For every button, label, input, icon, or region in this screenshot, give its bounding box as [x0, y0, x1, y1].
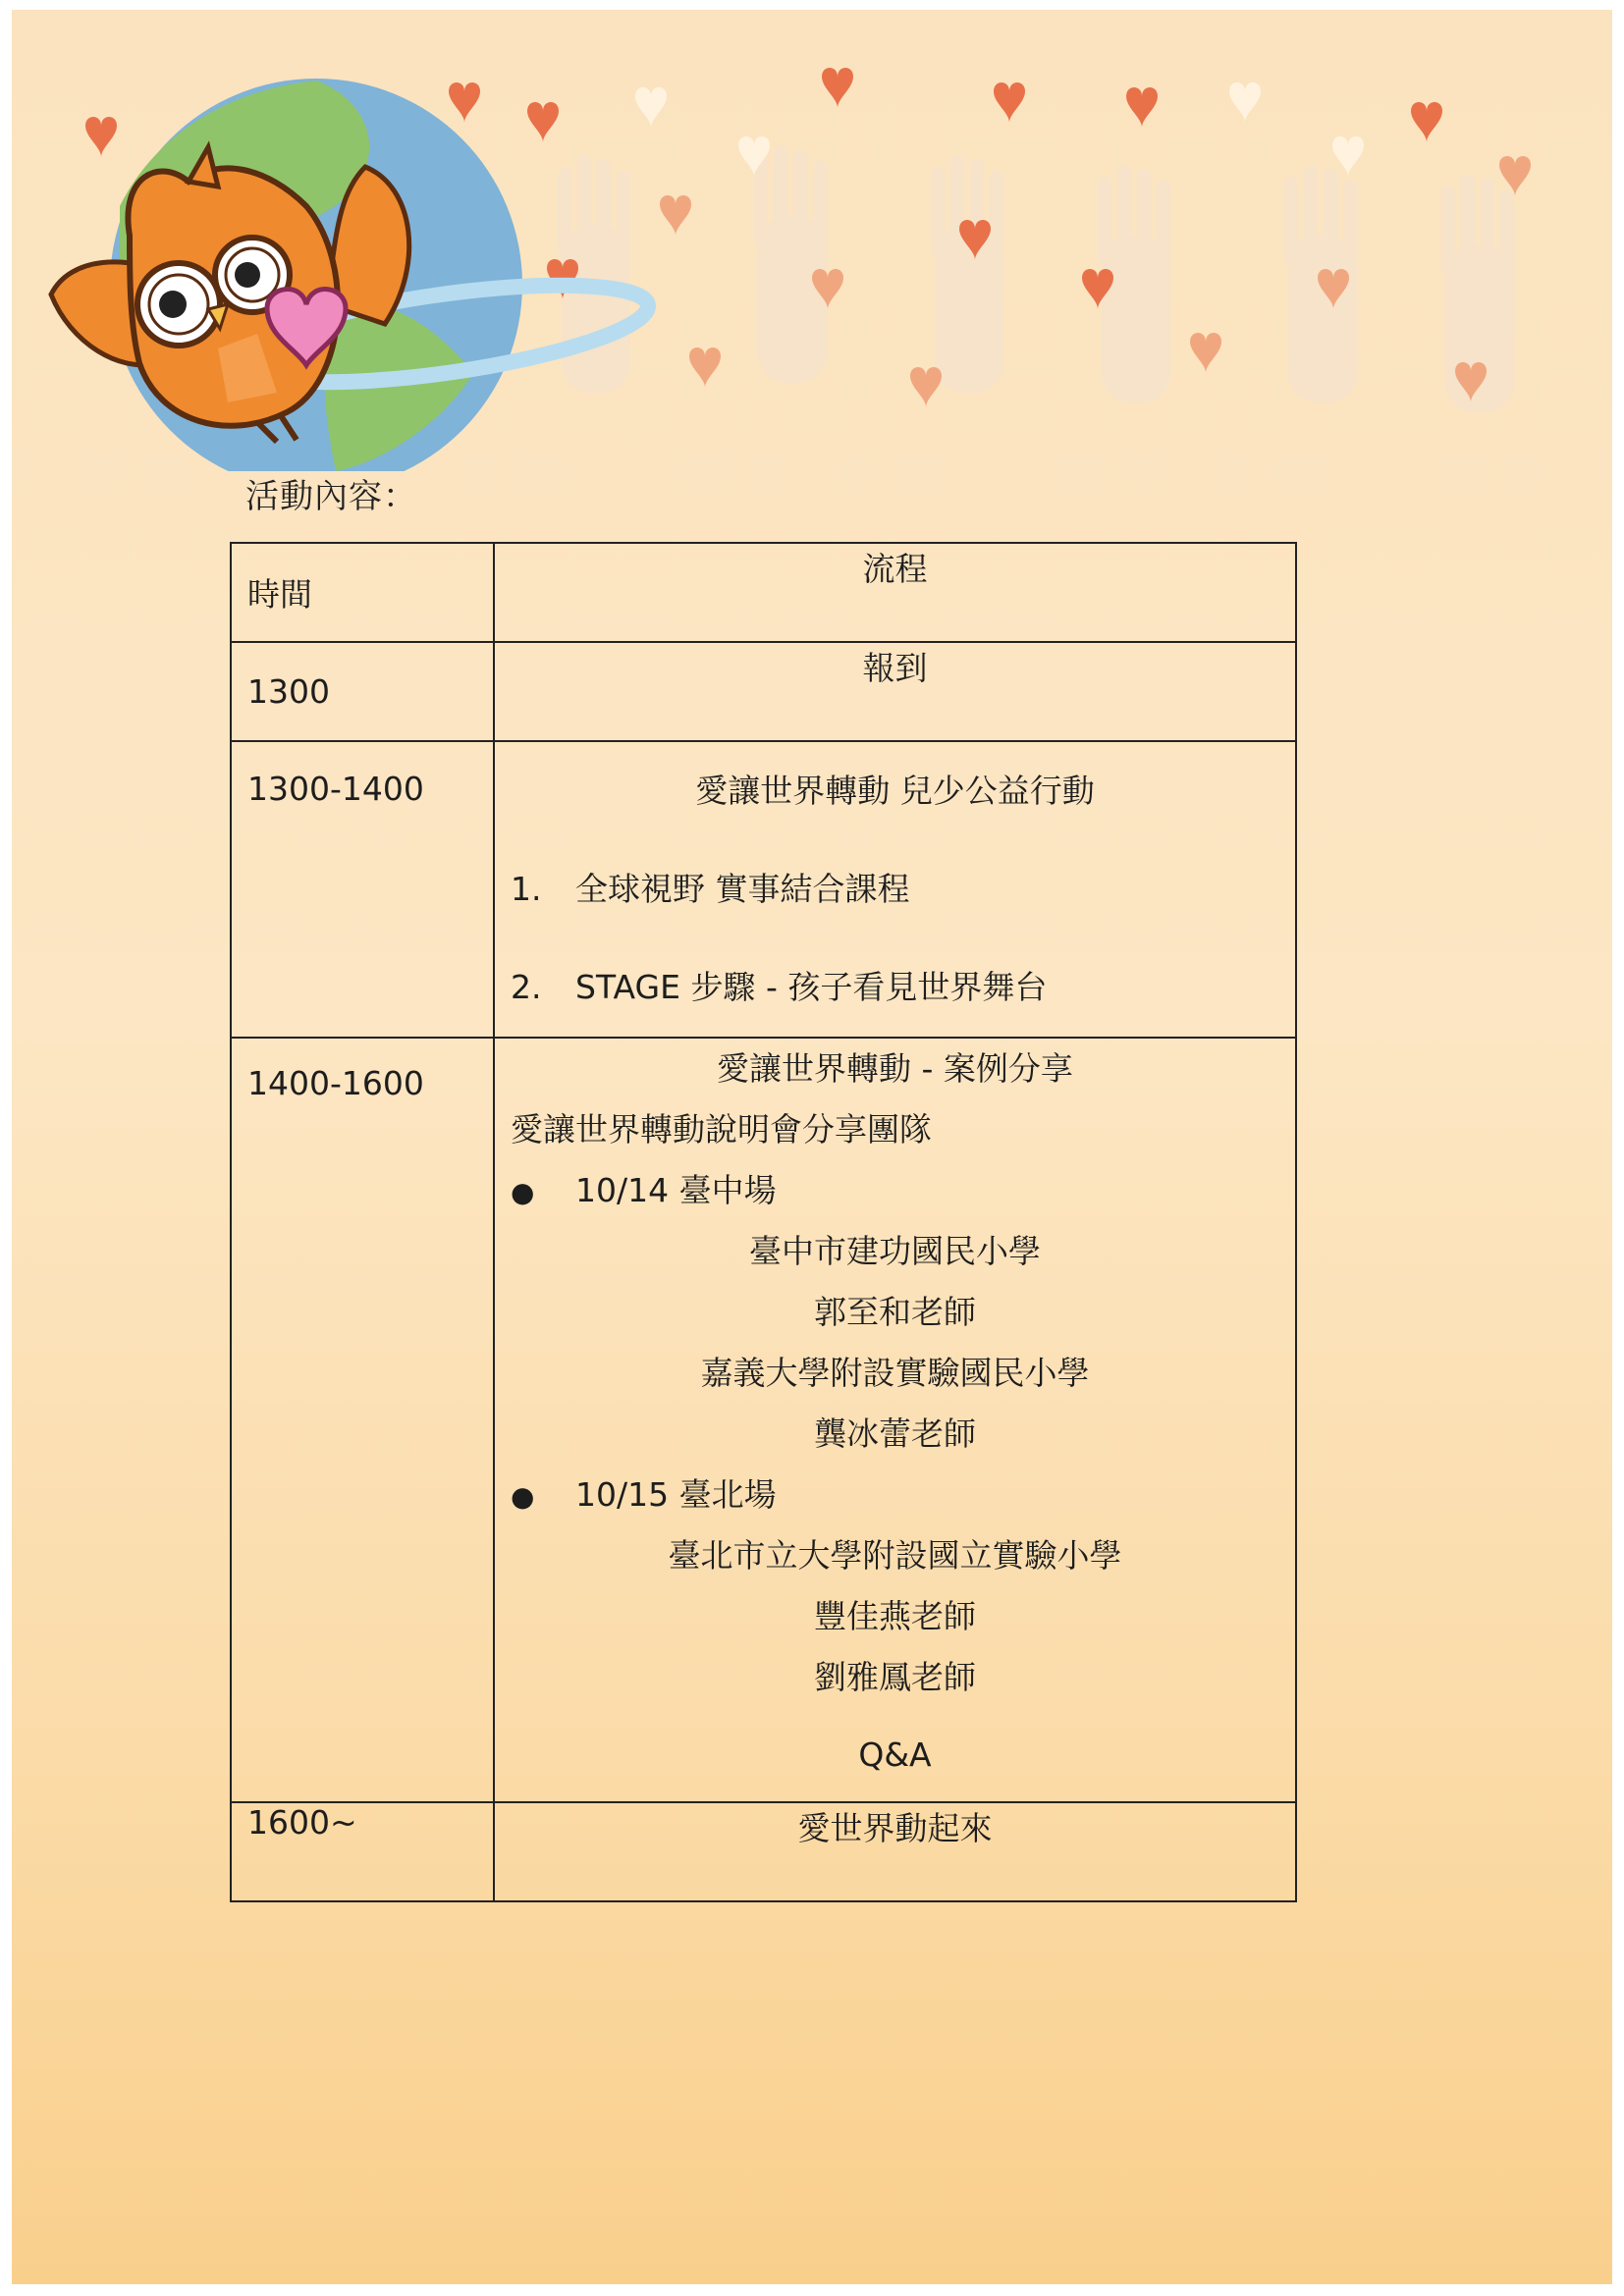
row-flow-subtitle: 愛讓世界轉動說明會分享團隊 — [511, 1110, 932, 1148]
bullet-icon: ● — [511, 1480, 535, 1513]
list-item — [511, 938, 1279, 1037]
session-line: 龔冰蕾老師 — [814, 1415, 976, 1453]
row-time: 1300-1400 — [231, 741, 494, 1038]
list-item-text: 全球視野 實事結合課程 — [575, 870, 910, 908]
session-label — [511, 1160, 1279, 1221]
table-row — [231, 1038, 1296, 1802]
session-line: 臺中市建功國民小學 — [749, 1232, 1041, 1270]
row-flow: 報到 — [494, 642, 1296, 741]
row-flow: 愛世界動起來 — [494, 1802, 1296, 1901]
header-time: 時間 — [231, 543, 494, 642]
list-item-number: 2. — [511, 968, 542, 1006]
table-row — [231, 1802, 1296, 1901]
section-heading: 活動內容： — [245, 477, 417, 516]
session-line: 豐佳燕老師 — [814, 1597, 976, 1635]
list-item-number: 1. — [511, 870, 542, 908]
table-row — [231, 741, 1296, 1038]
header-illustration — [12, 10, 1612, 471]
row-flow — [494, 741, 1296, 1038]
session-line: 嘉義大學附設實驗國民小學 — [700, 1354, 1090, 1392]
row-flow-title: 愛讓世界轉動 - 案例分享 — [717, 1049, 1073, 1088]
bullet-icon: ● — [511, 1176, 535, 1208]
flyer-page — [12, 10, 1612, 2284]
session-line: 劉雅鳳老師 — [814, 1658, 976, 1696]
row-time: 1400-1600 — [231, 1038, 494, 1802]
table-row — [231, 642, 1296, 741]
session-line: 郭至和老師 — [814, 1293, 976, 1331]
session-label-text: 10/14 臺中場 — [575, 1171, 777, 1209]
table-header-row — [231, 543, 1296, 642]
header-flow: 流程 — [494, 543, 1296, 642]
qa-label: Q&A — [858, 1735, 932, 1774]
list-item-text: STAGE 步驟 - 孩子看見世界舞台 — [575, 968, 1048, 1006]
row-time: 1300 — [231, 642, 494, 741]
schedule-table — [230, 542, 1297, 1902]
row-flow-title: 愛讓世界轉動 兒少公益行動 — [695, 772, 1095, 810]
session-label — [511, 1465, 1279, 1525]
list-item — [511, 840, 1279, 938]
row-flow — [494, 1038, 1296, 1802]
row-time: 1600~ — [231, 1802, 494, 1901]
session-line: 臺北市立大學附設國立實驗小學 — [668, 1536, 1122, 1575]
session-label-text: 10/15 臺北場 — [575, 1475, 777, 1514]
